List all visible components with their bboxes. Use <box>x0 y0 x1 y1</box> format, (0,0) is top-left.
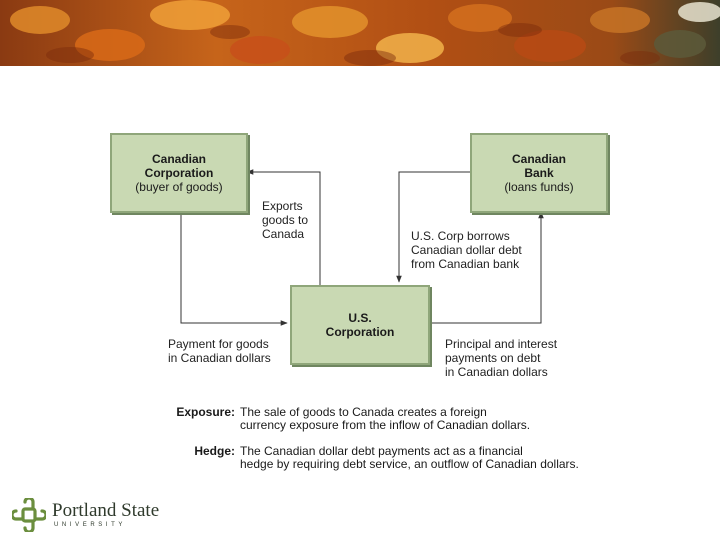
exposure-note <box>173 406 623 436</box>
logo-name: Portland State <box>52 500 160 521</box>
principal-label <box>445 337 557 379</box>
exports-label-line: Exports <box>262 199 303 213</box>
exports-label-line: goods to <box>262 213 309 227</box>
canadian-corporation-name: Canadian Corporation <box>144 152 214 180</box>
exposure-key: Exposure: <box>176 405 235 419</box>
borrows-label-line: Canadian dollar debt <box>411 243 522 257</box>
us-corporation-box <box>290 285 430 365</box>
canadian-corporation-box <box>110 133 248 213</box>
borrows-label <box>411 229 522 271</box>
exposure-text <box>240 406 530 432</box>
hedge-key: Hedge: <box>194 444 235 458</box>
logo-subtitle: UNIVERSITY <box>54 522 127 528</box>
borrows-label-line: U.S. Corp borrows <box>411 229 510 243</box>
canadian-bank-sub: (loans funds) <box>504 180 574 194</box>
exposure-line: currency exposure from the inflow of Canadian dollars. <box>240 418 531 432</box>
principal-label-line: payments on debt <box>445 351 541 365</box>
hedge-line: hedge by requiring debt service, an outflow of Canadian dollars. <box>240 457 579 471</box>
borrows-label-line: from Canadian bank <box>411 257 520 271</box>
canadian-corporation-sub: (buyer of goods) <box>135 180 223 194</box>
payment-label-line: Payment for goods <box>168 337 269 351</box>
hedge-text <box>240 445 579 471</box>
principal-label-line: Principal and interest <box>445 337 558 351</box>
canadian-bank-name: Canadian Bank <box>511 152 566 180</box>
us-corporation-name: U.S. Corporation <box>325 311 395 339</box>
hedge-note <box>173 445 623 475</box>
principal-label-line: in Canadian dollars <box>445 365 548 379</box>
psu-mark-icon <box>12 498 46 532</box>
payment-label <box>168 337 271 365</box>
exports-label-line: Canada <box>262 227 305 241</box>
exports-label <box>262 199 308 241</box>
portland-state-logo <box>12 498 182 532</box>
payment-label-line: in Canadian dollars <box>168 351 271 365</box>
exposure-line: The sale of goods to Canada creates a foreign <box>240 405 487 419</box>
hedge-line: The Canadian dollar debt payments act as a financial <box>240 444 523 458</box>
canadian-bank-box <box>470 133 608 213</box>
